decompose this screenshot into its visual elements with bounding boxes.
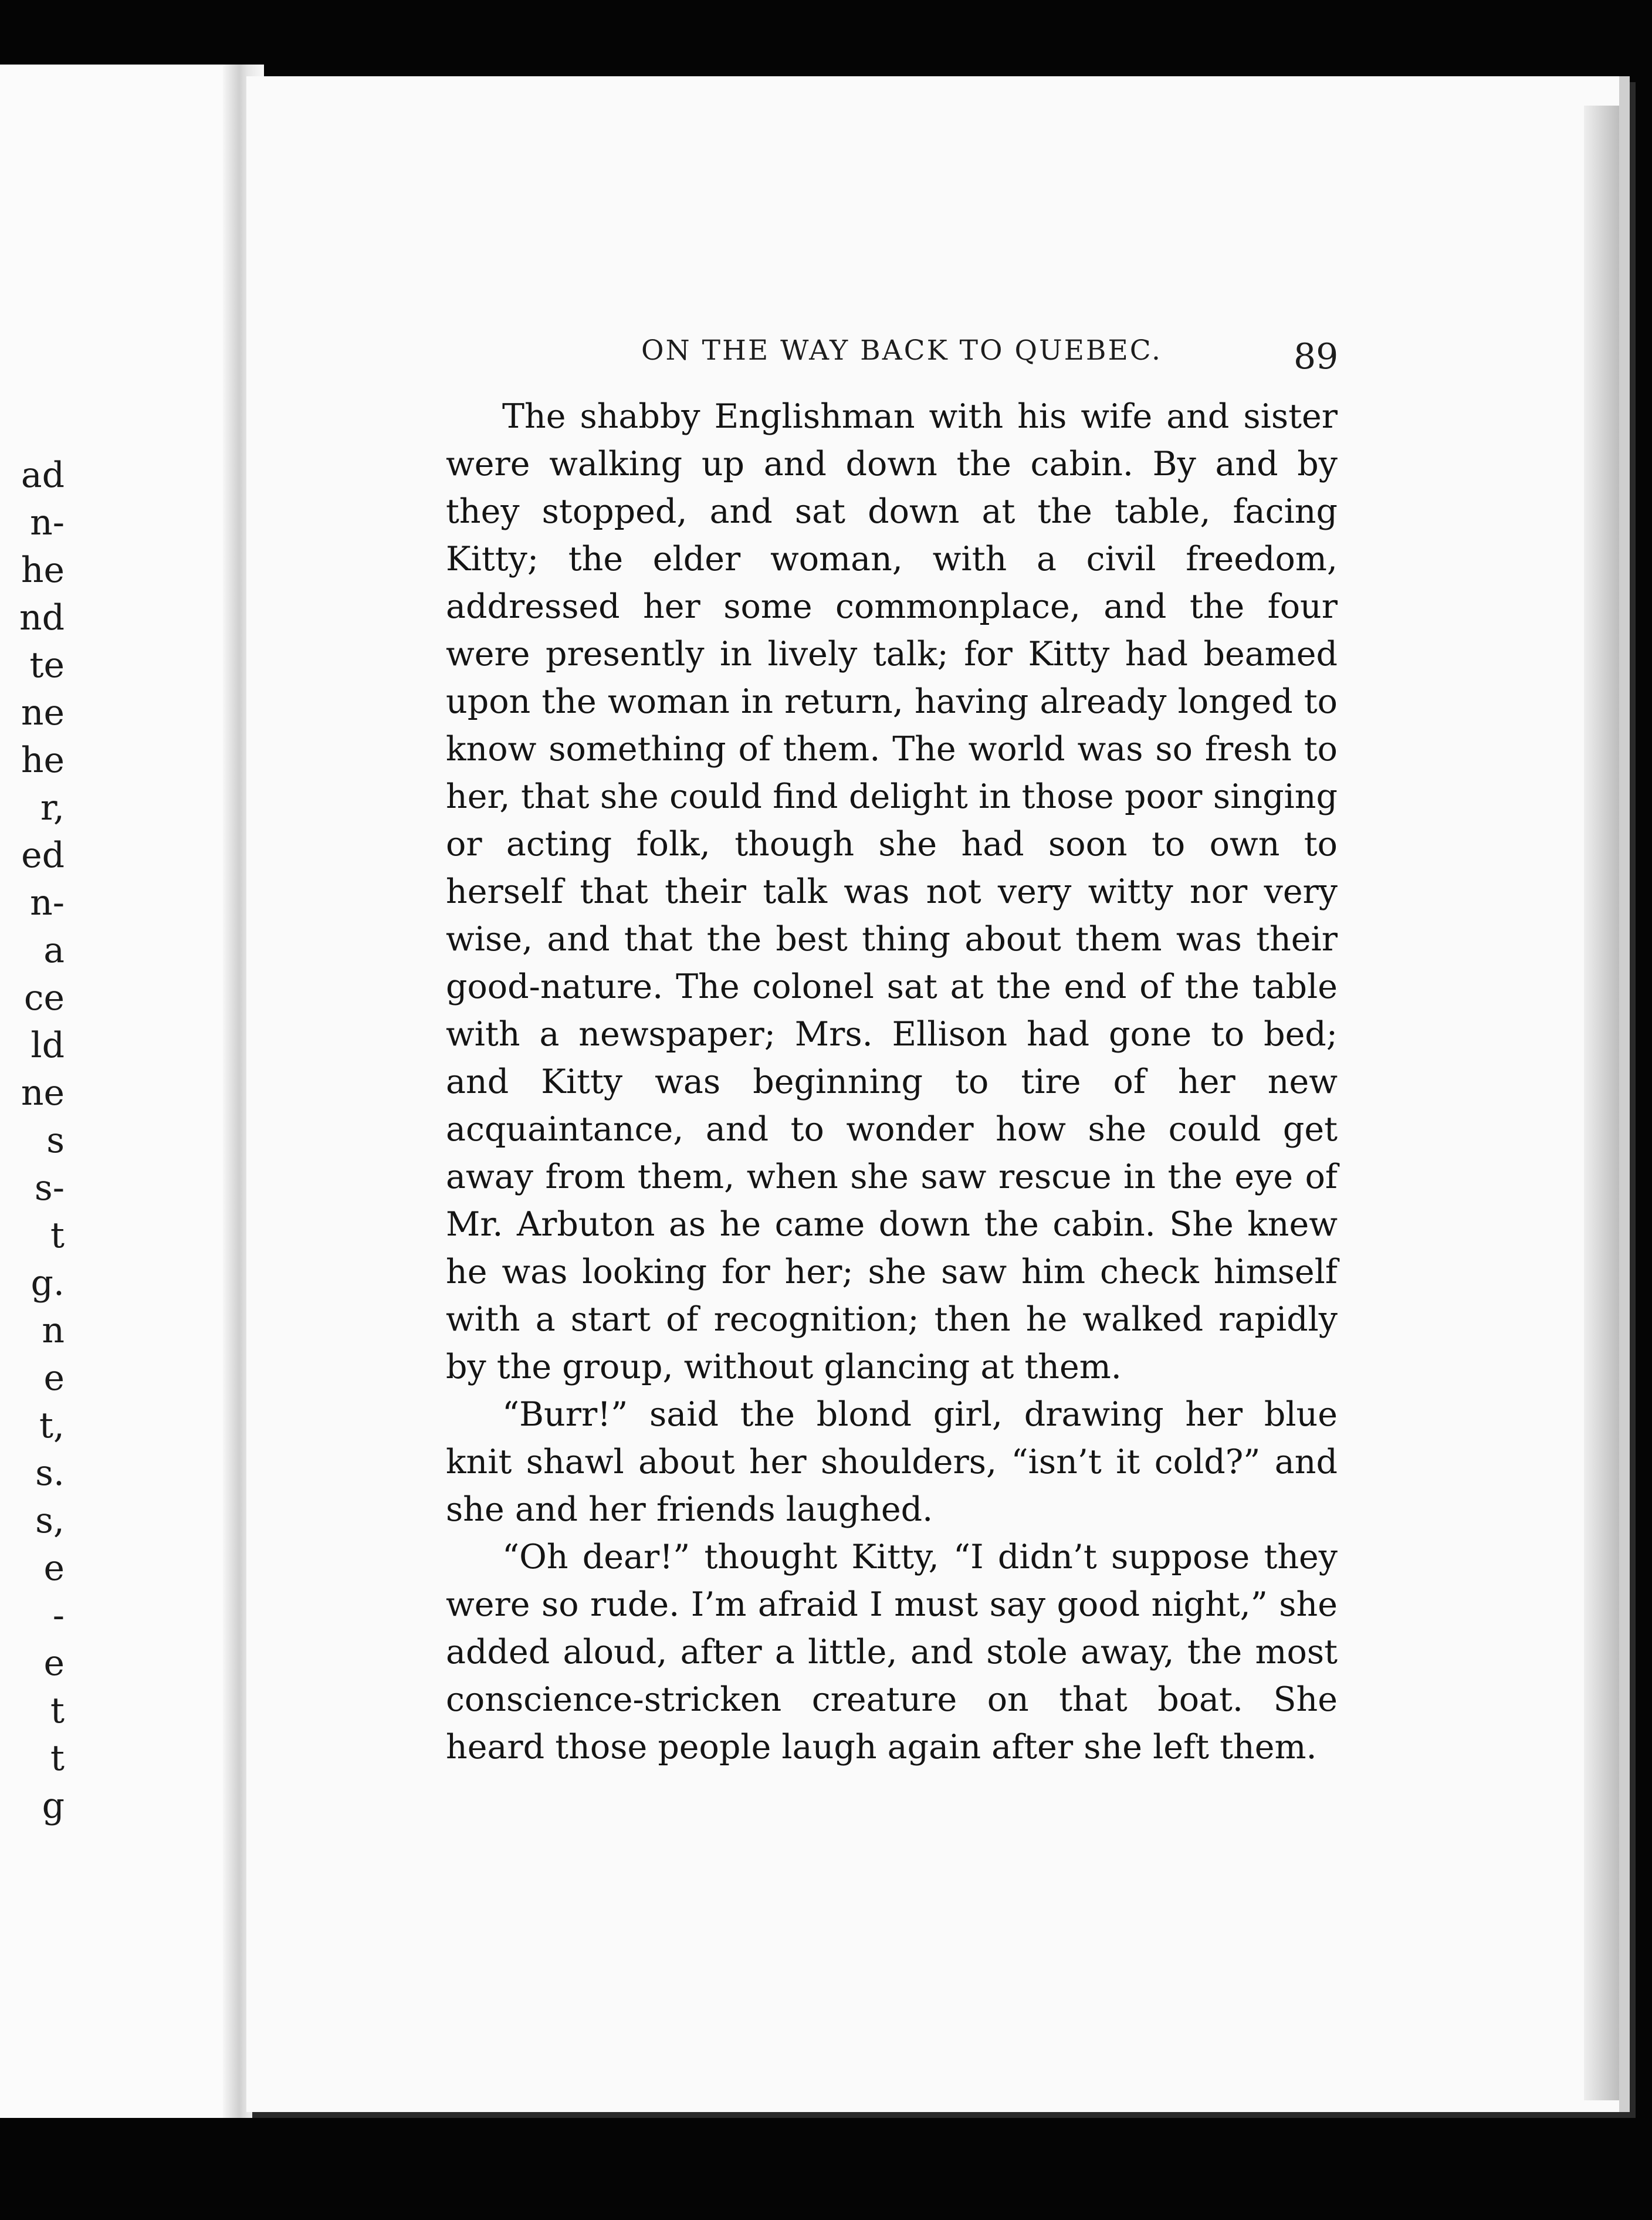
left-fragment: g (42, 1785, 65, 1826)
body-text (446, 393, 1338, 1771)
left-fragment: he (21, 740, 65, 781)
left-fragment: ad (21, 455, 65, 496)
left-fragment: n- (30, 502, 65, 543)
left-fragment: s (46, 1120, 65, 1161)
running-header: ON THE WAY BACK TO QUEBEC. (641, 334, 1162, 367)
left-fragment: nd (19, 597, 65, 638)
page-number: 89 (1294, 336, 1339, 377)
left-fragment: n (42, 1310, 65, 1351)
left-fragment: e (43, 1548, 65, 1589)
left-fragment: s- (34, 1167, 65, 1209)
left-fragment: r, (40, 787, 65, 828)
left-fragment: ed (21, 835, 65, 876)
left-fragment: t (50, 1690, 65, 1731)
left-fragment: t (50, 1215, 65, 1256)
paragraph: “Oh dear!” thought Kitty, “I didn’t suppose they were so rude. I’m afraid I must say good night,” she added aloud, after a little, and stole away, the most conscience-stricken creature on that boat. She heard those people laugh again after she left them. (446, 1538, 1338, 1766)
left-fragment: ne (21, 692, 65, 733)
left-fragment: ld (31, 1025, 65, 1066)
left-fragment: s. (35, 1453, 65, 1494)
left-fragment: - (52, 1595, 65, 1636)
left-fragment: s, (35, 1500, 65, 1541)
left-fragment: t (50, 1738, 65, 1779)
page-edge (1584, 106, 1619, 2100)
left-fragment: g. (31, 1263, 65, 1304)
paragraph: “Burr!” said the blond girl, drawing her blue knit shawl about her shoulders, “isn’t it cold?” and she and her friends laughed. (446, 1395, 1338, 1529)
left-page (0, 65, 241, 2118)
left-fragment: t, (39, 1405, 65, 1446)
left-fragment: he (21, 550, 65, 591)
left-fragment: e (43, 1643, 65, 1684)
left-fragment: te (29, 645, 65, 686)
left-fragment: e (43, 1358, 65, 1399)
left-fragment: n- (30, 882, 65, 923)
left-fragment: ce (23, 977, 65, 1018)
left-fragment: a (43, 930, 65, 971)
left-page-text-fragments (0, 452, 65, 1830)
paragraph: The shabby Englishman with his wife and sister were walking up and down the cabin. By and by they stopped, and sat down at the table, facing Kitty; the elder woman, with a civil freedom, addressed her some commonplace, and the four were presently in lively talk; for Kitty had beamed upon the woman in return, having already longed to know something of them. The world was so fresh to her, that she could find delight in those poor singing or acting folk, though she had soon to own to herself that their talk was not very witty nor very wise, and that the best thing about them was their good-nature. The colonel sat at the end of the table with a newspaper; Mrs. Ellison had gone to bed; and Kitty was beginning to tire of her new acquaintance, and to wonder how she could get away from them, when she saw rescue in the eye of Mr. Arbuton as he came down the cabin. She knew he was looking for her; she saw him check himself with a start of recognition; then he walked rapidly by the group, without glancing at them. (446, 397, 1338, 1386)
left-fragment: ne (21, 1072, 65, 1114)
